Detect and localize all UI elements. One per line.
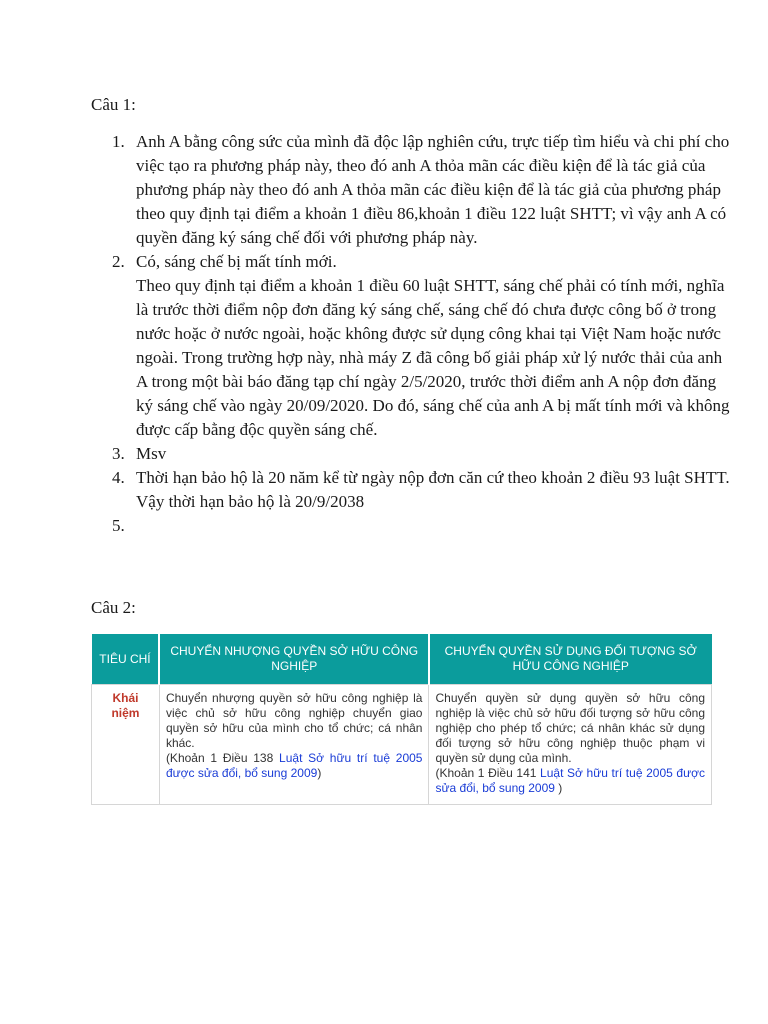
list-number: 3. (112, 444, 125, 463)
definition-cell-transfer (159, 685, 429, 805)
list-item (112, 250, 736, 442)
answer-text: Anh A bằng công sức của mình đã độc lập nghiên cứu, trực tiếp tìm hiểu và chi phí cho việc tạo ra phương pháp này, theo đó anh A thỏa mãn các điều kiện để là tác giả của phương pháp này theo đó anh A thỏa mãn các điều kiện để là tác giả của phương pháp theo quy định tại điểm a khoản 1 điều 86,khoản 1 điều 122 luật SHTT; vì vậy anh A có quyền đăng ký sáng chế đối với phương pháp này. (136, 132, 730, 247)
list-item (112, 514, 736, 538)
reference-suffix: ) (554, 781, 563, 795)
reference-prefix: (Khoản 1 Điều 141 (435, 766, 541, 780)
definition-cell-usage (429, 685, 712, 805)
list-number: 1. (112, 132, 125, 151)
definition-text: Chuyển quyền sử dụng quyền sở hữu công nghiệp là việc chủ sở hữu đối tượng sở hữu công nghiệp cho phép tổ chức; cá nhân khác sử dụng đối tượng sở hữu công nghiệp thuộc phạm vi quyền sử dụng của mình. (435, 691, 705, 765)
list-number: 2. (112, 252, 125, 271)
list-number: 5. (112, 516, 125, 535)
answer-text: Theo quy định tại điểm a khoản 1 điều 60 luật SHTT, sáng chế phải có tính mới, nghĩa là trước thời điểm nộp đơn đăng ký sáng chế, sáng chế đó chưa được công bố ở trong nước hoặc ở nước ngoài, hoặc không được sử dụng công khai tại Việt Nam hoặc nước ngoài. Trong trường hợp này, nhà máy Z đã công bố giải pháp xử lý nước thải của anh A trong một bài báo đăng tạp chí ngày 2/5/2020, trước thời điểm anh A nộp đơn đăng ký sáng chế vào ngày 20/09/2020. Do đó, sáng chế của anh A bị mất tính mới và không được cấp bằng độc quyền sáng chế. (136, 276, 730, 439)
comparison-table (91, 634, 712, 805)
table-row (92, 685, 712, 805)
answer-text: Msv (136, 444, 167, 463)
answer-text: Có, sáng chế bị mất tính mới. (136, 252, 337, 271)
answer-text (136, 514, 736, 538)
answer-text: Thời hạn bảo hộ là 20 năm kể từ ngày nộp đơn căn cứ theo khoản 2 điều 93 luật SHTT. Vậy thời hạn bảo hộ là 20/9/2038 (136, 468, 730, 511)
list-number: 4. (112, 468, 125, 487)
definition-text: Chuyển nhượng quyền sở hữu công nghiệp là việc chủ sở hữu công nghiệp chuyển giao quyền sở hữu của mình cho tổ chức; cá nhân khác. (165, 691, 423, 750)
list-item (112, 466, 736, 514)
table-header-row (92, 634, 712, 685)
question-2-heading: Câu 2: (91, 598, 136, 617)
law-link[interactable]: Luật Sở hữu trí tuệ 2005 được sửa đổi, bổ sung 2009 (435, 766, 706, 795)
header-criterion: TIÊU CHÍ (92, 634, 160, 685)
answer-list (91, 130, 736, 538)
law-link[interactable]: Luật Sở hữu trí tuệ 2005 được sửa đổi, bổ sung 2009 (165, 751, 423, 780)
criterion-cell: Khái niệm (92, 685, 160, 805)
question-1-heading: Câu 1: (91, 95, 136, 114)
header-transfer-usage-right: CHUYỂN QUYỀN SỬ DỤNG ĐỐI TƯỢNG SỞ HỮU CÔNG NGHIỆP (429, 634, 712, 685)
reference-prefix: (Khoản 1 Điều 138 (165, 751, 280, 765)
list-item (112, 442, 736, 466)
header-transfer-ownership: CHUYỂN NHƯỢNG QUYỀN SỞ HỮU CÔNG NGHIỆP (159, 634, 429, 685)
list-item (112, 130, 736, 250)
reference-suffix: ) (317, 766, 322, 780)
